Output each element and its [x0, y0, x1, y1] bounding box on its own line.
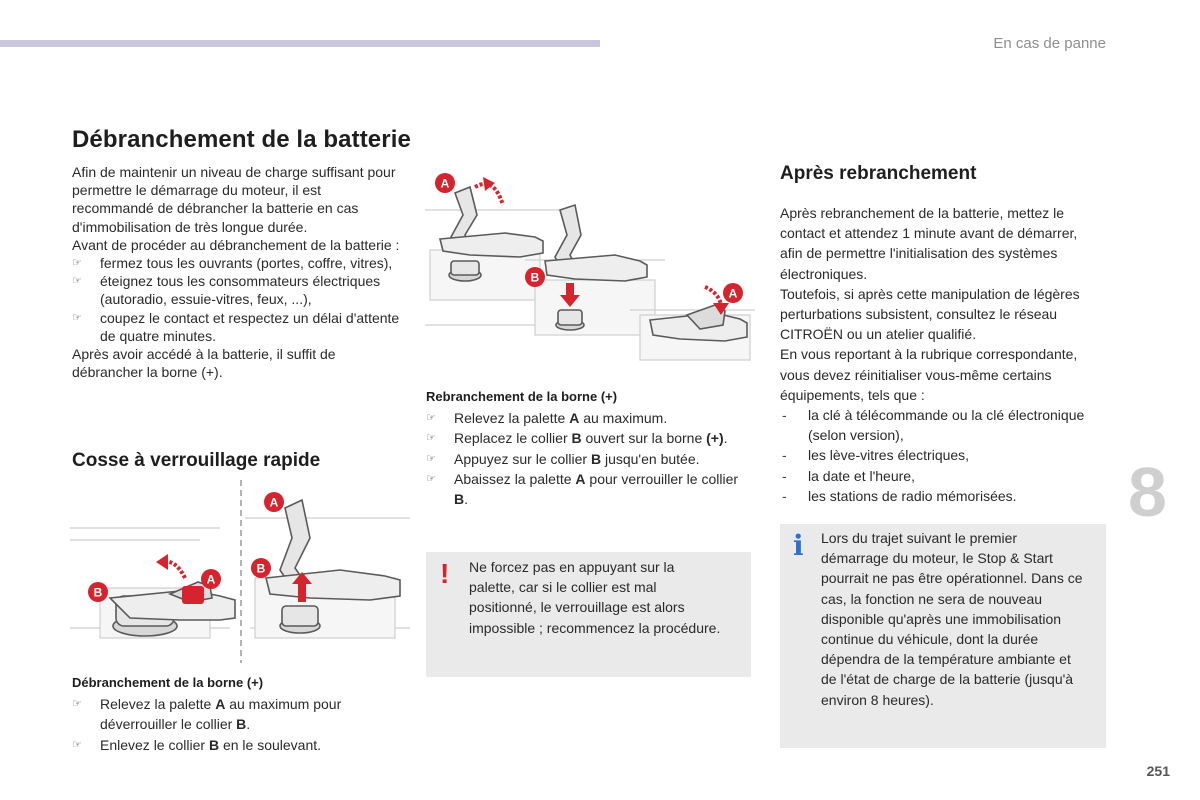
info-icon: i [793, 529, 804, 562]
pointing-hand-icon: ☞ [426, 472, 436, 485]
pointing-hand-icon: ☞ [72, 698, 82, 711]
svg-text:B: B [530, 270, 540, 285]
disconnect-block [72, 673, 402, 755]
header-bar [0, 40, 600, 47]
list-item: - la date et l'heure, [782, 467, 915, 484]
reconnect-block [426, 387, 746, 509]
list-item: ☞ Relevez la palette A au maximum pour déverrouiller le collier B. [72, 696, 342, 733]
after-paragraph: Après rebranchement de la batterie, mettez le contact et attendez 1 minute avant de démarrer, afin de permettre l'initialisation des systèmes électroniques. [780, 205, 1078, 282]
after-paragraph: En vous reportant à la rubrique correspondante, vous devez réinitialiser vous-même certains équipements, tels que : [780, 346, 1078, 403]
page-title: Débranchement de la batterie [72, 126, 411, 153]
info-text: Lors du trajet suivant le premier démarrage du moteur, le Stop & Start pourrait ne pas être opérationnel. Dans ce cas, la fonction ne sera de nouveau disponible qu'après une immobilisation continue du véhicule, dont la durée dépendra de la température ambiante et de l'état de charge de la batterie (jusqu'à environ 8 heures). [821, 530, 1083, 708]
pointing-hand-icon: ☞ [426, 412, 436, 425]
pointing-hand-icon: ☞ [72, 311, 82, 324]
svg-text:B: B [256, 561, 266, 576]
list-item: - les stations de radio mémorisées. [782, 487, 1017, 504]
disconnect-list [72, 694, 402, 755]
after-block [780, 203, 1098, 506]
svg-text:A: A [728, 286, 738, 301]
warning-text: Ne forcez pas en appuyant sur la palette, car si le collier est mal positionné, le verrouillage est alors impossible ; recommencez la procédure. [469, 559, 721, 636]
list-item-text: fermez tous les ouvrants (portes, coffre, vitres), [100, 255, 393, 272]
list-item-text: coupez le contact et respectez un délai d'attente de quatre minutes. [100, 309, 400, 344]
pointing-hand-icon: ☞ [72, 738, 82, 751]
after-paragraph: Toutefois, si après cette manipulation de légères perturbations subsistent, consultez le réseau CITROËN ou un atelier qualifié. [780, 285, 1080, 343]
disconnect-illustration [70, 478, 410, 668]
list-item: ☞ Relevez la palette A au maximum. [426, 408, 746, 428]
after-heading: Après rebranchement [780, 163, 977, 184]
list-item: ☞ Appuyez sur le collier B jusqu'en butée. [426, 449, 746, 469]
svg-text:A: A [206, 572, 216, 587]
reconnect-illustration [425, 165, 755, 375]
reset-list [780, 405, 1098, 506]
list-item: ☞ Abaissez la palette A pour verrouiller le collier B. [426, 470, 739, 508]
precaution-list [72, 254, 402, 345]
reconnect-list [426, 408, 746, 509]
list-item [72, 309, 402, 345]
arrow-up-icon [156, 554, 168, 570]
exclamation-icon: ! [440, 558, 450, 589]
warning-box [426, 552, 751, 677]
reconnect-heading: Rebranchement de la borne (+) [426, 389, 618, 404]
page-number: 251 [1146, 763, 1170, 779]
svg-text:A: A [269, 495, 279, 510]
intro-paragraph: Afin de maintenir un niveau de charge suffisant pour permettre le démarrage du moteur, il est recommandé de débrancher la batterie en cas d'immobilisation de très longue durée. [72, 164, 396, 235]
section-name: En cas de panne [993, 35, 1106, 52]
list-item: ☞ Enlevez le collier B en le soulevant. [72, 735, 402, 755]
pointing-hand-icon: ☞ [426, 432, 436, 445]
pointing-hand-icon: ☞ [426, 452, 436, 465]
intro-paragraph: Avant de procéder au débranchement de la batterie : [72, 236, 400, 253]
list-item: - les lève-vitres électriques, [782, 447, 970, 464]
pointing-hand-icon: ☞ [72, 275, 82, 288]
svg-text:B: B [93, 585, 103, 600]
list-item: - la clé à télécommande ou la clé électronique (selon version), [782, 407, 1085, 444]
outro-paragraph: Après avoir accédé à la batterie, il suffit de débrancher la borne (+). [72, 346, 336, 381]
info-box [780, 524, 1106, 748]
list-item: ☞ Replacez le collier B ouvert sur la borne (+). [426, 428, 746, 448]
pointing-hand-icon: ☞ [72, 257, 82, 270]
intro-block [72, 163, 402, 381]
chapter-number: 8 [1128, 453, 1167, 531]
list-item [72, 254, 402, 272]
palette-highlight [182, 586, 204, 604]
svg-text:A: A [440, 176, 450, 191]
disconnect-heading: Débranchement de la borne (+) [72, 675, 264, 690]
list-item [72, 272, 402, 308]
list-item-text: éteignez tous les consommateurs électriques (autoradio, essuie-vitres, feux, ...), [100, 273, 381, 308]
quick-lock-heading: Cosse à verrouillage rapide [72, 450, 321, 471]
